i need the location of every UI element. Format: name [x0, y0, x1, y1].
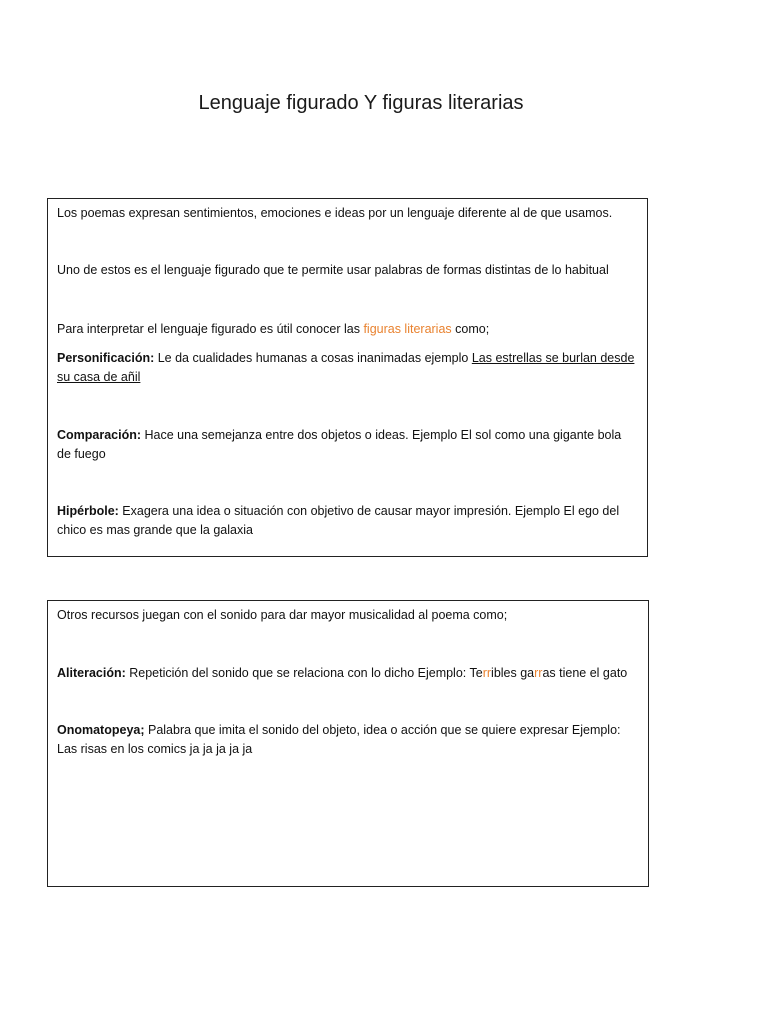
intro-paragraph: Los poemas expresan sentimientos, emociones e ideas por un lenguaje diferente al de que usamos.: [57, 206, 613, 220]
alliteration-example-part-e: as tiene el gato: [542, 666, 628, 680]
comparison-term: Comparación:: [57, 428, 142, 442]
onomatopoeia-term: Onomatopeya;: [57, 723, 145, 737]
personification-text: Le da cualidades humanas a cosas inanimadas ejemplo: [154, 351, 472, 365]
literary-figures-paragraph: [57, 320, 635, 339]
alliteration-example-part-a: Te: [469, 666, 483, 680]
personification-example: Las estrellas se burlan desde su casa de añil: [57, 351, 635, 384]
sound-devices-box: [47, 600, 649, 887]
literary-figures-text-before: Para interpretar el lenguaje figurado es útil conocer las: [57, 322, 364, 336]
hyperbole-definition: [57, 502, 635, 540]
onomatopoeia-text: Palabra que imita el sonido del objeto, idea o acción que se quiere expresar Ejemplo: Las risas en los comics ja ja ja ja ja: [57, 723, 621, 756]
alliteration-highlight-1: rr: [482, 666, 492, 680]
alliteration-term: Aliteración:: [57, 666, 126, 680]
alliteration-text: Repetición del sonido que se relaciona con lo dicho Ejemplo:: [125, 666, 470, 680]
hyperbole-text: Exagera una idea o situación con objetivo de causar mayor impresión. Ejemplo El ego del chico es mas grande que la galaxia: [57, 504, 620, 537]
personification-definition: [57, 349, 635, 387]
sound-intro-paragraph: Otros recursos juegan con el sonido para dar mayor musicalidad al poema como;: [57, 608, 508, 622]
alliteration-example-part-c: ibles ga: [491, 666, 535, 680]
alliteration-highlight-2: rr: [534, 666, 543, 680]
personification-term: Personificación:: [57, 351, 155, 365]
hyperbole-term: Hipérbole:: [57, 504, 119, 518]
comparison-definition: [57, 426, 635, 464]
literary-figures-highlight: figuras literarias: [363, 322, 452, 336]
onomatopoeia-definition: [57, 721, 636, 759]
comparison-text: Hace una semejanza entre dos objetos o ideas. Ejemplo El sol como una gigante bola de fuego: [57, 428, 622, 461]
document-title: Lenguaje figurado Y figuras literarias: [198, 92, 524, 114]
alliteration-definition: [57, 664, 636, 683]
figurative-language-box: [47, 198, 648, 557]
figurative-language-paragraph: Uno de estos es el lenguaje figurado que te permite usar palabras de formas distintas de lo habitual: [57, 263, 609, 277]
literary-figures-text-after: como;: [451, 322, 490, 336]
